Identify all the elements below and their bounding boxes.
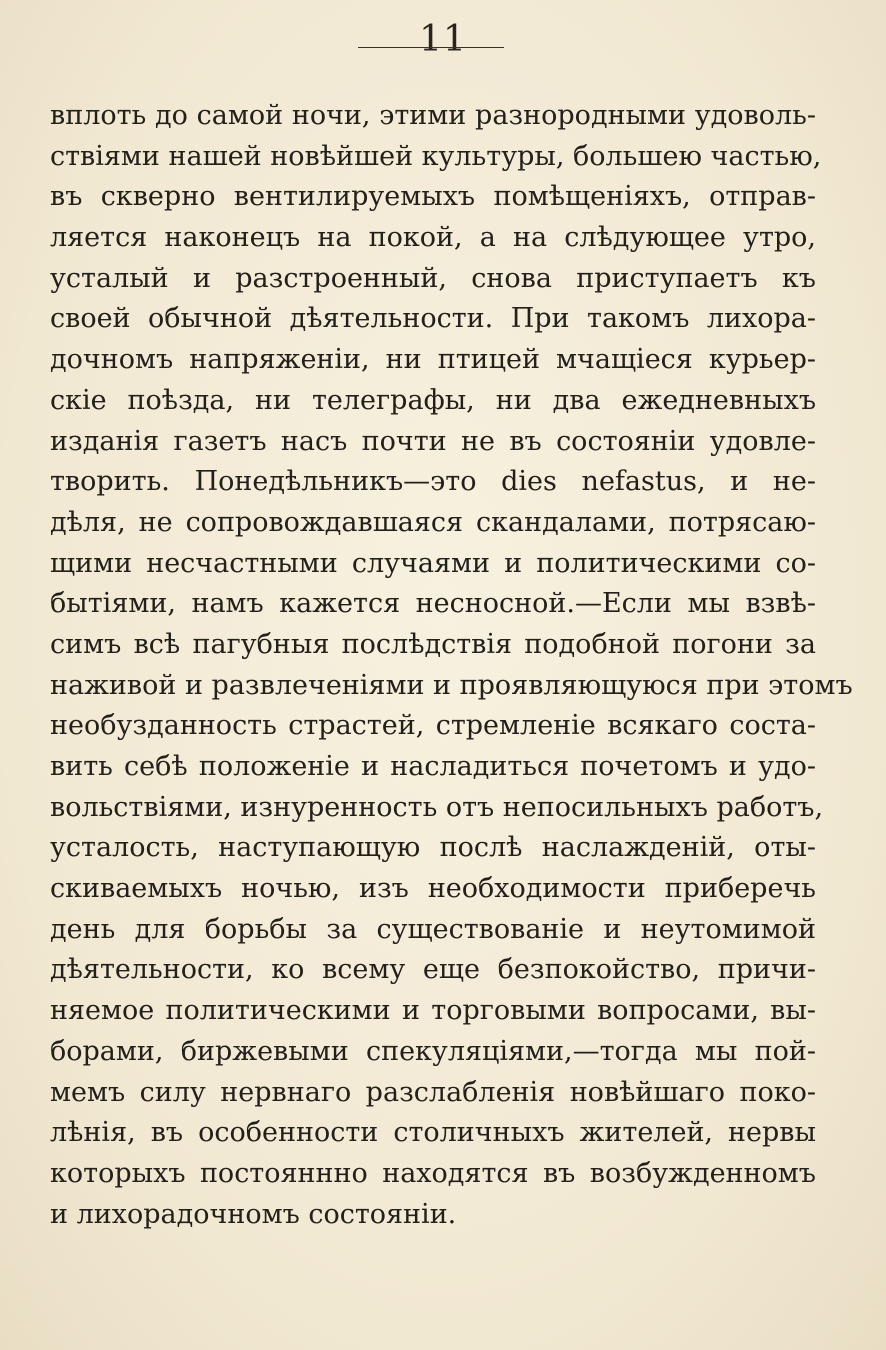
text-line: скиваемыхъ ночью, изъ необходимости приберечь (50, 873, 816, 905)
text-line: день для борьбы за существованіе и неутомимой (50, 913, 816, 945)
text-line: въ скверно вентилируемыхъ помѣщеніяхъ, отправ- (50, 181, 816, 213)
text-line: изданія газетъ насъ почти не въ состояніи удовле- (50, 425, 816, 457)
text-line: скіе поѣзда, ни телеграфы, ни два ежедневныхъ (50, 384, 816, 416)
text-line: вплоть до самой ночи, этими разнородными удоволь- (50, 100, 816, 131)
text-line: которыхъ постояннно находятся въ возбужденномъ (50, 1157, 816, 1189)
text-line: мемъ силу нервнаго разслабленія новѣйшаго поко- (50, 1076, 816, 1108)
text-line: усталый и разстроенный, снова приступаетъ къ (50, 262, 816, 294)
page-header (0, 20, 886, 60)
text-line: борами, биржевыми спекуляціями,—тогда мы пой- (50, 1035, 816, 1067)
text-line: дѣятельности, ко всему еще безпокойство, причи- (50, 954, 816, 986)
text-line: бытіями, намъ кажется несносной.—Если мы взвѣ- (50, 588, 816, 620)
header-rule (358, 47, 504, 48)
text-line: симъ всѣ пагубныя послѣдствія подобной погони за (50, 628, 816, 660)
text-line: своей обычной дѣятельности. При такомъ лихора- (50, 303, 816, 335)
text-line: вольствіями, изнуренность отъ непосильныхъ работъ, (50, 791, 824, 823)
text-line: ляется наконецъ на покой, а на слѣдующее утро, (50, 222, 816, 254)
page-number: 11 (419, 19, 467, 60)
text-line: щими несчастными случаями и политическими со- (50, 547, 816, 579)
text-line: дѣля, не сопровождавшаяся скандалами, потрясаю- (50, 506, 816, 538)
text-line: дочномъ напряженіи, ни птицей мчащіеся курьер- (50, 344, 816, 376)
text-line: няемое политическими и торговыми вопросами, вы- (50, 995, 816, 1027)
text-line: и лихорадочномъ состояніи. (50, 1198, 457, 1230)
text-line: наживой и развлеченіями и проявляющуюся при этомъ (50, 669, 853, 701)
text-line: лѣнія, въ особенности столичныхъ жителей, нервы (50, 1117, 816, 1149)
text-line: необузданность страстей, стремленіе всякаго соста- (50, 710, 816, 742)
text-line: творить. Понедѣльникъ—это dies nefastus, и не- (50, 466, 816, 498)
body-text (50, 96, 853, 1235)
text-line: ствіями нашей новѣйшей культуры, большею частью, (50, 140, 822, 172)
text-line: усталость, наступающую послѣ наслажденій, оты- (50, 832, 816, 864)
text-line: вить себѣ положеніе и насладиться почетомъ и удо- (50, 751, 816, 782)
